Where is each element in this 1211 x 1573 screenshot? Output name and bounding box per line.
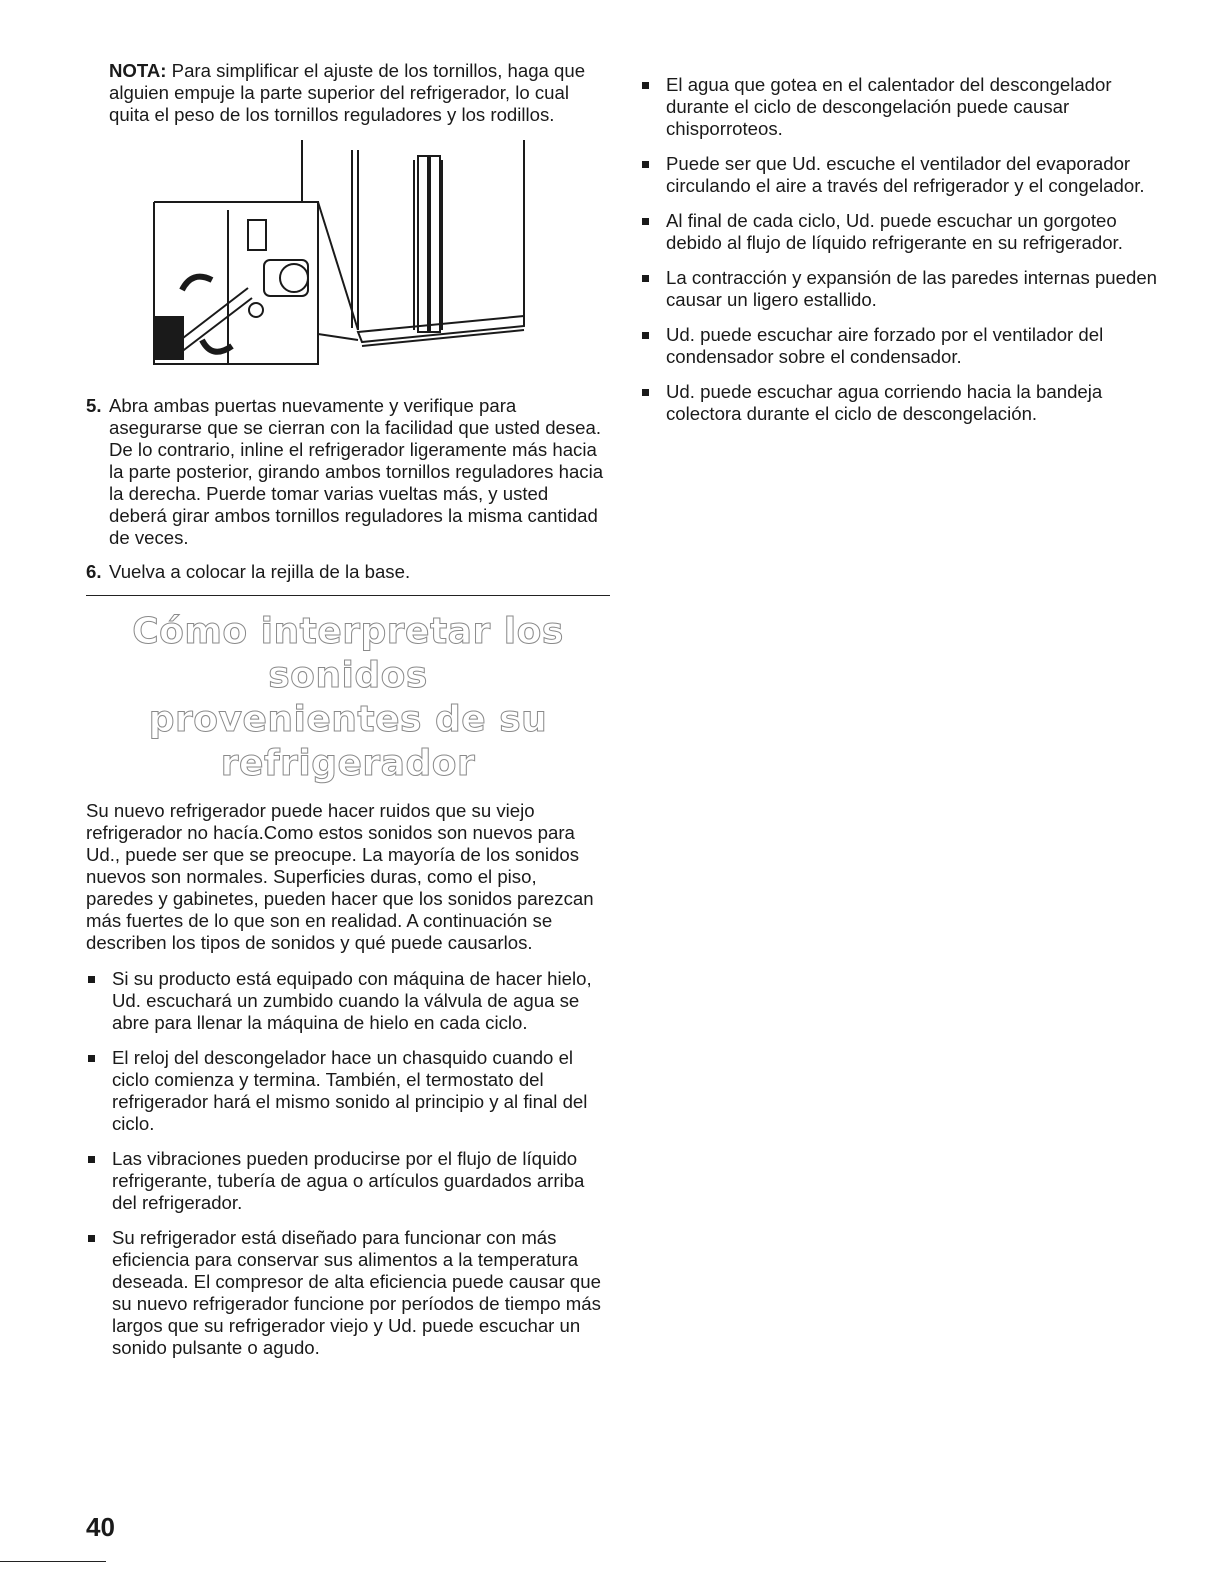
step-text: Vuelva a colocar la rejilla de la base. xyxy=(109,561,411,582)
bullet-item xyxy=(640,74,1170,140)
bullet-square-icon xyxy=(642,82,649,89)
bullet-square-icon xyxy=(88,976,95,983)
left-column xyxy=(86,60,610,1372)
bullet-text: Puede ser que Ud. escuche el ventilador del evaporador circulando el aire a través del refrigerador y el congelador. xyxy=(666,153,1145,196)
step-item xyxy=(86,395,610,549)
bullet-item xyxy=(640,153,1170,197)
step-number: 5. xyxy=(86,395,102,416)
bullet-item xyxy=(86,1227,610,1359)
bullet-text: Si su producto está equipado con máquina de hacer hielo, Ud. escuchará un zumbido cuando la válvula de agua se abre para llenar la máquina de hielo en cada ciclo. xyxy=(112,968,592,1033)
bullet-text: Ud. puede escuchar aire forzado por el ventilador del condensador sobre el condensador. xyxy=(666,324,1104,367)
bullet-item xyxy=(640,324,1170,368)
bullet-square-icon xyxy=(642,332,649,339)
bullet-square-icon xyxy=(88,1235,95,1242)
step-number: 6. xyxy=(86,561,102,582)
page-number: 40 xyxy=(86,1512,115,1542)
bullet-text: La contracción y expansión de las paredes internas pueden causar un ligero estallido. xyxy=(666,267,1158,310)
bullet-square-icon xyxy=(642,161,649,168)
bullet-text: Las vibraciones pueden producirse por el flujo de líquido refrigerante, tubería de agua o artículos guardados arriba del refrigerador. xyxy=(112,1148,585,1213)
bullet-square-icon xyxy=(642,389,649,396)
bullet-square-icon xyxy=(642,275,649,282)
right-column xyxy=(640,60,1170,438)
section-intro: Su nuevo refrigerador puede hacer ruidos que su viejo refrigerador no hacía.Como estos sonidos son nuevos para Ud., puede ser que se preocupe. La mayoría de los sonidos nuevos son normales. Superficies duras, como el piso, paredes y gabinetes, pueden hacer que los sonidos parezcan más fuertes de lo que son en realidad. A continuación se describen los tipos de sonidos y qué puede causarlos. xyxy=(86,800,594,953)
bullet-item xyxy=(640,267,1170,311)
nota-label: NOTA: xyxy=(109,60,167,81)
section-title-line1: Cómo interpretar los sonidos xyxy=(132,611,564,696)
bullet-text: El agua que gotea en el calentador del descongelador durante el ciclo de descongelación puede causar chisporroteos. xyxy=(666,74,1112,139)
step-text: Abra ambas puertas nuevamente y verifique para asegurarse que se cierran con la facilidad que usted desea. De lo contrario, inline el refrigerador ligeramente más hacia la parte posterior, girando ambos tornillos reguladores hacia la derecha. Puerde tomar varias vueltas más, y usted deberá girar ambos tornillos reguladores la misma cantidad de veces. xyxy=(109,395,604,548)
bullet-item xyxy=(86,1047,610,1135)
bullet-item xyxy=(640,381,1170,425)
bullet-square-icon xyxy=(642,218,649,225)
nota-text: Para simplificar el ajuste de los tornillos, haga que alguien empuje la parte superior del refrigerador, lo cual quita el peso de los tornillos reguladores y los rodillos. xyxy=(109,60,586,125)
section-title xyxy=(86,610,610,786)
bullet-item xyxy=(640,210,1170,254)
bullet-item xyxy=(86,1148,610,1214)
leveling-screw-illustration xyxy=(86,120,610,385)
footer-rule xyxy=(0,1561,106,1562)
steps-list xyxy=(86,395,610,583)
bullet-text: Su refrigerador está diseñado para funcionar con más eficiencia para conservar sus alimentos a la temperatura deseada. El compresor de alta eficiencia puede causar que su nuevo refrigerador funcione por períodos de tiempo más largos que su refrigerador viejo y Ud. puede escuchar un sonido pulsante o agudo. xyxy=(112,1227,601,1358)
section-title-line2: provenientes de su refrigerador xyxy=(148,699,548,784)
bullet-square-icon xyxy=(88,1055,95,1062)
step-item xyxy=(86,561,610,583)
left-bullet-list xyxy=(86,968,610,1359)
refrigerator-leveling-diagram xyxy=(152,120,552,385)
bullet-item xyxy=(86,968,610,1034)
right-bullet-list xyxy=(640,74,1170,425)
bullet-square-icon xyxy=(88,1156,95,1163)
bullet-text: El reloj del descongelador hace un chasquido cuando el ciclo comienza y termina. También, el termostato del refrigerador hará el mismo sonido al principio y al final del ciclo. xyxy=(112,1047,588,1134)
nota-paragraph xyxy=(86,60,589,126)
bullet-text: Ud. puede escuchar agua corriendo hacia la bandeja colectora durante el ciclo de descongelación. xyxy=(666,381,1103,424)
bullet-text: Al final de cada ciclo, Ud. puede escuchar un gorgoteo debido al flujo de líquido refrigerante en su refrigerador. xyxy=(666,210,1123,253)
section-divider xyxy=(86,595,610,596)
